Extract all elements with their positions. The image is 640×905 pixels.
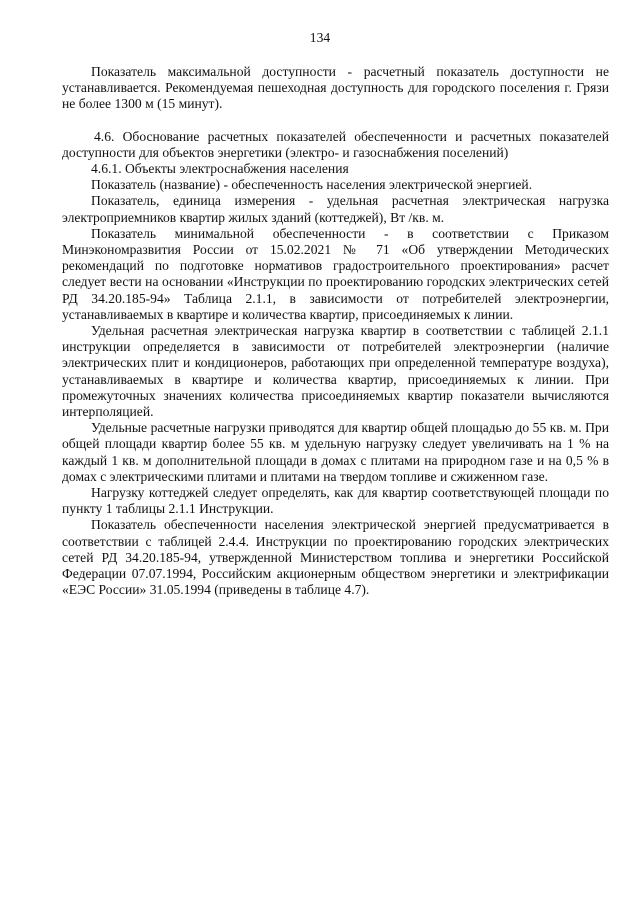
paragraph-provision-table: Показатель обеспеченности населения электрической энергией предусматривается в соответствии с таблицей 2.4.4. Инструкции по проектированию городских электрических сетей РД 34.20.185-94, утвержденной Министерством топлива и энергетики Российской Федерации 07.07.1994, Российским акционерным обществом энергетики и электрификации «ЕЭС России» 31.05.1994 (приведены в таблице 4.7).: [62, 517, 609, 598]
paragraph-specific-load: Удельная расчетная электрическая нагрузка квартир в соответствии с таблицей 2.1.1 инструкции определяется в зависимости от потребителей электроэнергии (наличие электрических плит и кондиционеров, работающих при определенной температуре воздуха), устанавливаемых в квартире и количества квартир, присоединяемых к линии. При промежуточных значениях количества присоединяемых квартир показатели вычисляются интерполяцией.: [62, 323, 609, 420]
paragraph-cottage-load: Нагрузку коттеджей следует определять, как для квартир соответствующей площади по пункту 1 таблицы 2.1.1 Инструкции.: [62, 485, 609, 517]
subsection-heading-4-6-1: 4.6.1. Объекты электроснабжения населения: [91, 161, 349, 177]
section-heading-4-6: 4.6. Обоснование расчетных показателей обеспеченности и расчетных показателей доступности для объектов энергетики (электро- и газоснабжения поселений): [62, 128, 609, 160]
page-number: 134: [309, 30, 331, 45]
paragraph-max-accessibility: Показатель максимальной доступности - расчетный показатель доступности не устанавливается. Рекомендуемая пешеходная доступность для городского поселения г. Грязи не более 1300 м (15 минут).: [62, 64, 609, 112]
paragraph-indicator-name: Показатель (название) - обеспеченность населения электрической энергией.: [91, 177, 533, 193]
paragraph-min-provision: Показатель минимальной обеспеченности - в соответствии с Приказом Минэкономразвития России от 15.02.2021 № 71 «Об утверждении Методических рекомендаций по подготовке нормативов градостроительного проектирования» расчет следует вести на основании «Инструкции по проектированию городских электрических сетей РД 34.20.185-94» Таблица 2.1.1, в зависимости от потребителей электроэнергии, устанавливаемых в квартире и количества квартир, присоединяемых к линии.: [62, 225, 609, 322]
paragraph-area-loads: Удельные расчетные нагрузки приводятся для квартир общей площадью до 55 кв. м. При общей площади квартир более 55 кв. м удельную нагрузку следует увеличивать на 1 % на каждый 1 кв. м дополнительной площади в домах с плитами на природном газе и на 0,5 % в домах с электрическими плитами и плитами на твердом топливе и сжиженном газе.: [62, 420, 609, 484]
paragraph-indicator-unit: Показатель, единица измерения - удельная расчетная электрическая нагрузка электроприемников квартир жилых зданий (коттеджей), Вт /кв. м.: [62, 193, 609, 225]
body-text: [62, 64, 609, 599]
paragraph-gap: [62, 113, 609, 129]
